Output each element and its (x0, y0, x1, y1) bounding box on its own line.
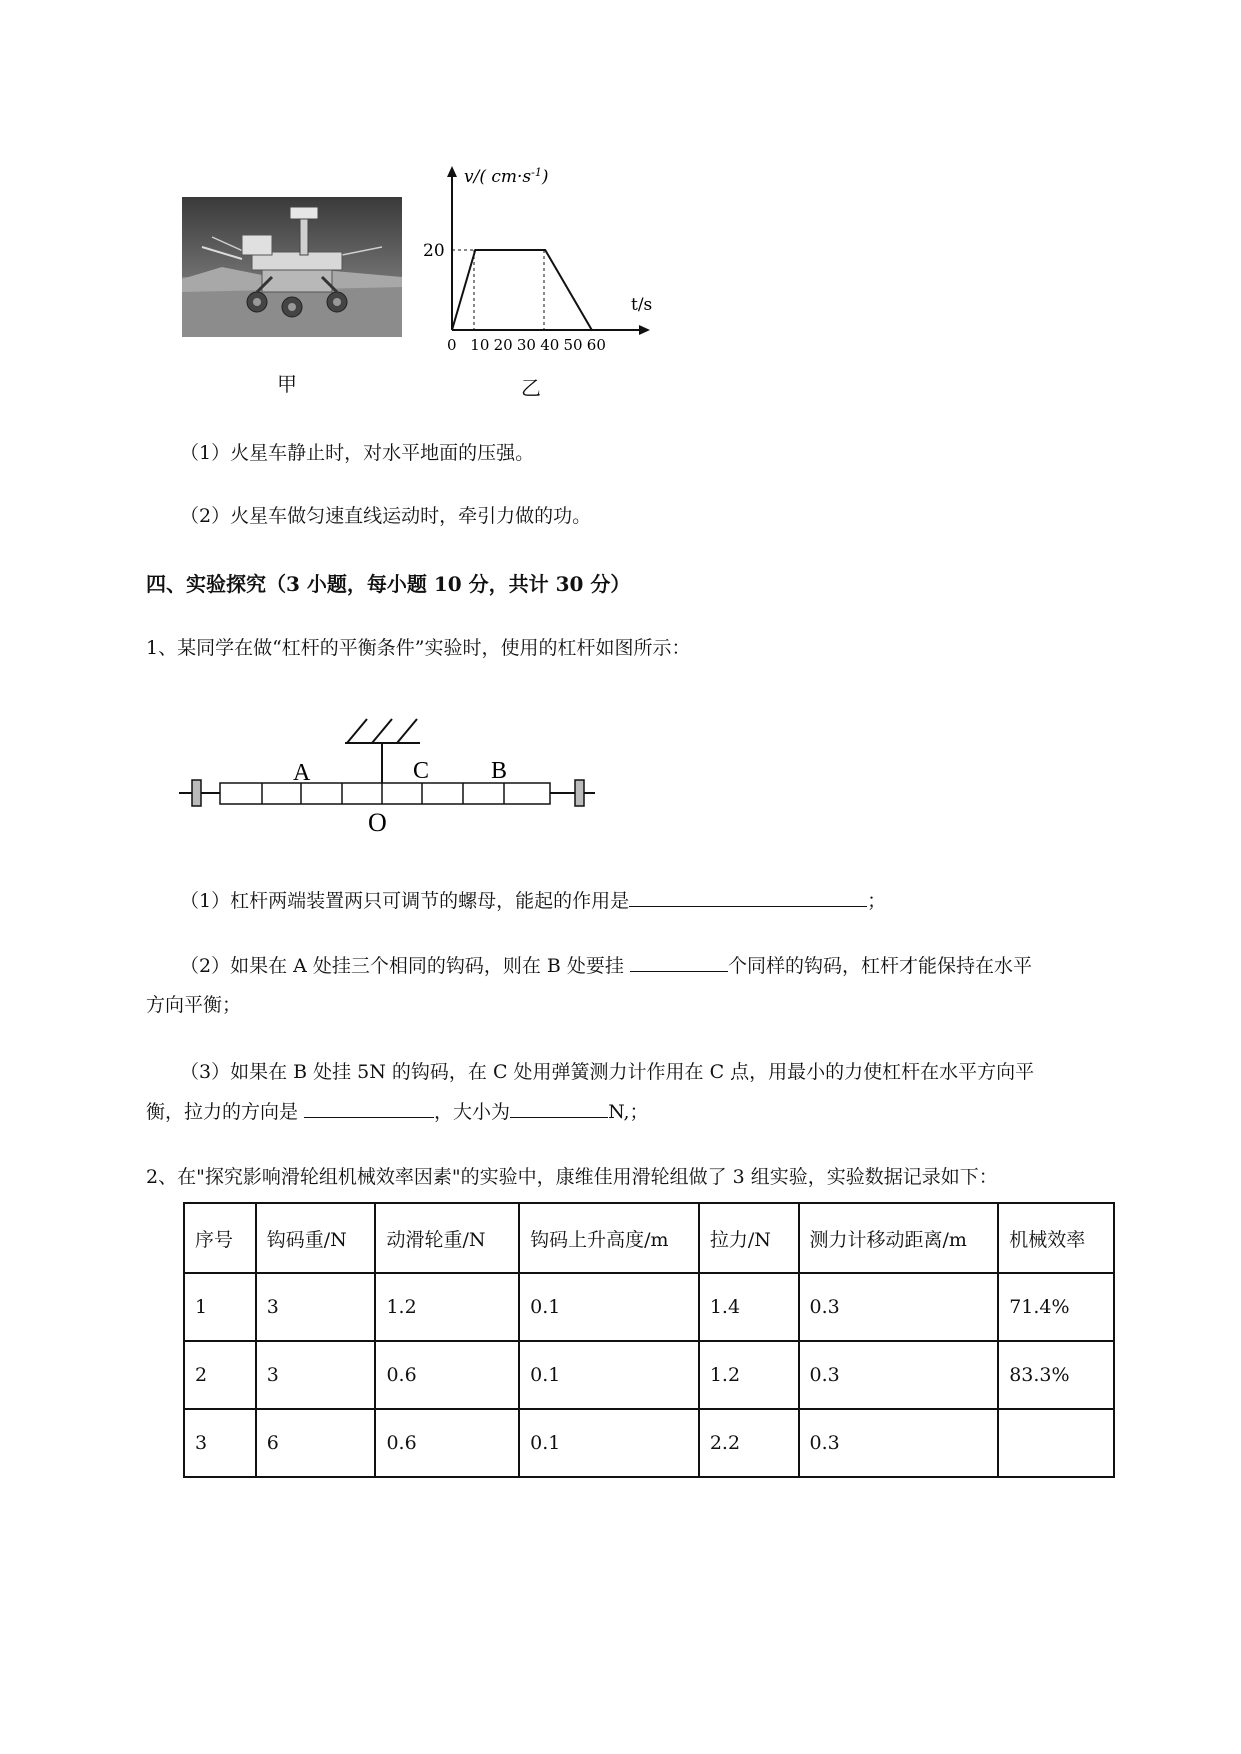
y-axis-arrow (447, 166, 457, 177)
x-tick-label: 0 (447, 336, 457, 350)
answer-blank-force-magnitude[interactable] (510, 1099, 608, 1118)
table-cell: 3 (256, 1341, 376, 1409)
lever-subquestion-3-text-a: 衡，拉力的方向是 (146, 1101, 305, 1123)
table-cell: 0.3 (799, 1273, 999, 1341)
table-cell: 0.1 (519, 1341, 699, 1409)
section-heading: 四、实验探究（3 小题，每小题 10 分，共计 30 分） (146, 572, 631, 596)
x-tick-label: 30 (516, 336, 536, 350)
lever-label-a: A (293, 760, 311, 786)
x-tick-labels (447, 336, 606, 350)
table-header-cell: 拉力/N (699, 1203, 799, 1273)
lever-subquestion-2-text-a: （2）如果在 A 处挂三个相同的钩码，则在 B 处要挂 (180, 955, 630, 977)
lever-label-c: C (413, 758, 430, 784)
velocity-time-graph (420, 160, 670, 350)
table-cell: 2 (184, 1341, 256, 1409)
figure-caption-yi: 乙 (521, 376, 541, 400)
x-tick-label: 10 (470, 336, 490, 350)
lever-subquestion-1 (180, 888, 886, 913)
lever-subquestion-2 (180, 953, 1032, 978)
lever-subquestion-3-text-b: ，大小为 (434, 1101, 511, 1123)
pulley-data-table (183, 1202, 1115, 1478)
lever-label-o: O (368, 808, 387, 835)
lever-bar (220, 783, 550, 804)
x-axis-arrow (639, 325, 650, 335)
x-tick-label: 50 (563, 336, 583, 350)
x-tick-label: 20 (493, 336, 513, 350)
lever-subquestion-3: （3）如果在 B 处挂 5N 的钩码，在 C 处用弹簧测力计作用在 C 点，用最小的力使杠杆在水平方向平 (180, 1061, 1035, 1083)
lever-subquestion-2-line2: 方向平衡； (146, 994, 242, 1016)
left-balance-nut (192, 780, 201, 806)
table-cell: 0.1 (519, 1409, 699, 1477)
x-tick-label: 40 (540, 336, 560, 350)
table-header-cell: 机械效率 (998, 1203, 1114, 1273)
question-2-work: （2）火星车做匀速直线运动时，牵引力做的功。 (180, 505, 592, 527)
x-axis-label: t/s (631, 295, 653, 315)
question-1-pressure: （1）火星车静止时，对水平地面的压强。 (180, 442, 535, 464)
answer-blank-nut-purpose[interactable] (629, 888, 867, 907)
pulley-question-intro: 2、在"探究影响滑轮组机械效率因素"的实验中，康维佳用滑轮组做了 3 组实验，实验数据记录如下： (146, 1166, 998, 1188)
lever-subquestion-2-text-b: 个同样的钩码，杠杆才能保持在水平 (727, 955, 1032, 977)
table-cell: 0.6 (375, 1341, 519, 1409)
table-header-cell: 钩码重/N (256, 1203, 376, 1273)
lever-subquestion-1-end: ； (867, 890, 887, 912)
mars-rover-photo (182, 197, 402, 337)
table-cell: 0.3 (799, 1341, 999, 1409)
velocity-series-line (452, 250, 592, 330)
table-cell: 1.2 (699, 1341, 799, 1409)
y-axis-label: v/( $cm\cdot s^{-1}$) (464, 166, 549, 187)
table-cell: 83.3% (998, 1341, 1114, 1409)
figure-caption-jia: 甲 (277, 372, 297, 396)
lever-subquestion-3-text-c: N,； (608, 1101, 649, 1123)
answer-blank-hook-count[interactable] (630, 953, 728, 972)
table-cell-empty-efficiency[interactable] (998, 1409, 1114, 1477)
table-cell: 1 (184, 1273, 256, 1341)
table-header-row (184, 1203, 1114, 1273)
table-header-cell: 动滑轮重/N (375, 1203, 519, 1273)
table-cell: 6 (256, 1409, 376, 1477)
table-cell: 0.3 (799, 1409, 999, 1477)
table-header-cell: 序号 (184, 1203, 256, 1273)
table-cell: 3 (184, 1409, 256, 1477)
lever-question-intro: 1、某同学在做“杠杆的平衡条件”实验时，使用的杠杆如图所示： (146, 637, 691, 659)
table-cell: 0.6 (375, 1409, 519, 1477)
table-header-cell: 测力计移动距离/m (799, 1203, 999, 1273)
table-cell: 71.4% (998, 1273, 1114, 1341)
lever-label-b: B (491, 758, 508, 784)
table-cell: 0.1 (519, 1273, 699, 1341)
table-row (184, 1341, 1114, 1409)
table-cell: 1.2 (375, 1273, 519, 1341)
lever-subquestion-1-text: （1）杠杆两端装置两只可调节的螺母，能起的作用是 (180, 890, 630, 912)
right-balance-nut (575, 780, 584, 806)
lever-subquestion-3-line2 (146, 1099, 649, 1124)
table-row (184, 1273, 1114, 1341)
x-tick-label: 60 (586, 336, 606, 350)
table-header-cell: 钩码上升高度/m (519, 1203, 699, 1273)
answer-blank-force-direction[interactable] (304, 1099, 434, 1118)
lever-diagram (175, 705, 615, 835)
table-row (184, 1409, 1114, 1477)
table-cell: 2.2 (699, 1409, 799, 1477)
y-tick-label: 20 (423, 241, 445, 261)
table-cell: 1.4 (699, 1273, 799, 1341)
table-cell: 3 (256, 1273, 376, 1341)
